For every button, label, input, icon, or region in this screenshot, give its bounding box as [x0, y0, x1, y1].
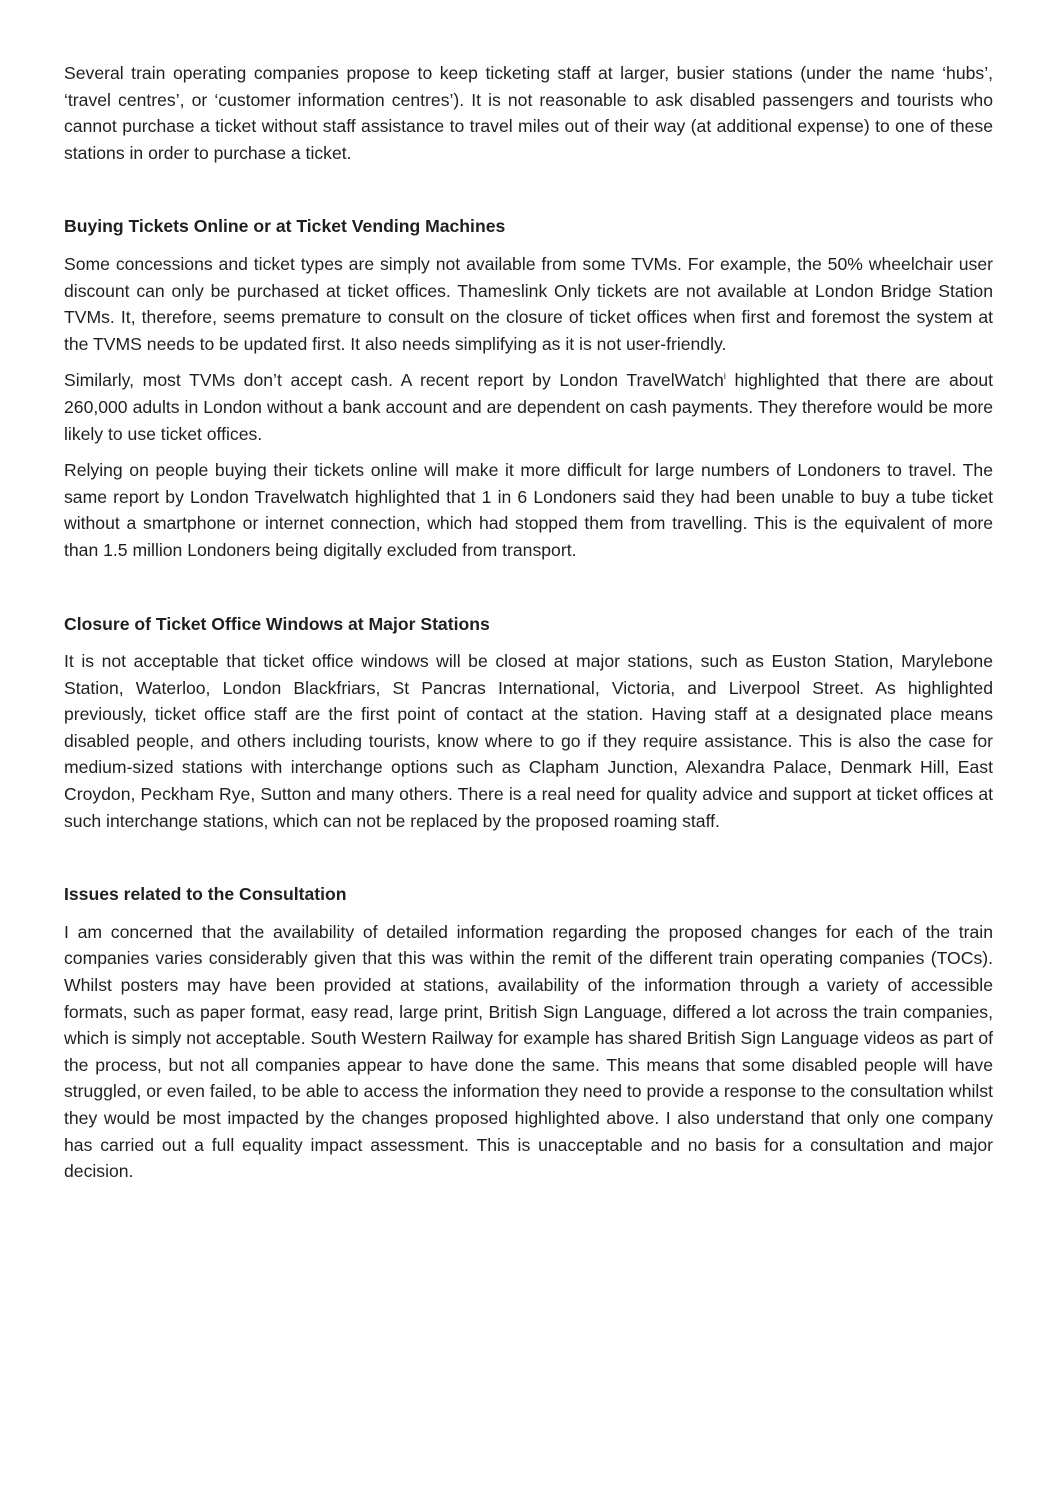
tvm-paragraph-2 — [64, 367, 993, 447]
tvm-paragraph-3: Relying on people buying their tickets online will make it more difficult for large numbers of Londoners to travel. The same report by London Travelwatch highlighted that 1 in 6 Londoners said they had been unable to buy a tube ticket without a smartphone or internet connection, which had stopped them from travelling. This is the equivalent of more than 1.5 million Londoners being digitally excluded from transport. — [64, 460, 993, 560]
footnote-marker[interactable]: i — [723, 371, 726, 382]
section-heading-closure: Closure of Ticket Office Windows at Major Stations — [64, 613, 490, 634]
section-consultation — [64, 881, 993, 1185]
document-body — [64, 60, 993, 1185]
consultation-paragraph-1: I am concerned that the availability of detailed information regarding the proposed changes for each of the train companies varies considerably given that this was within the remit of the different train operating companies (TOCs). Whilst posters may have been provided at stations, availability of the information through a variety of accessible formats, such as paper format, easy read, large print, British Sign Language, differed a lot across the train companies, which is simply not acceptable. South Western Railway for example has shared British Sign Language videos as part of the process, but not all companies appear to have done the same. This means that some disabled people will have struggled, or even failed, to be able to access the information they need to provide a response to the consultation whilst they would be most impacted by the changes proposed highlighted above. I also understand that only one company has carried out a full equality impact assessment. This is unacceptable and no basis for a consultation and major decision. — [64, 921, 993, 1182]
tvm-paragraph-1: Some concessions and ticket types are simply not available from some TVMs. For example, the 50% wheelchair user discount can only be purchased at ticket offices. Thameslink Only tickets are not available at London Bridge Station TVMs. It, therefore, seems premature to consult on the closure of ticket offices when first and foremost the system at the TVMS needs to be updated first. It also needs simplifying as it is not user-friendly. — [64, 253, 993, 354]
tvm-paragraph-2-end: highlighted that there are about 260,000 adults in London without a bank account and are dependent on cash payments. They therefore would be more likely to use ticket offices. — [64, 370, 993, 444]
tvm-paragraph-2-start: Similarly, most TVMs don’t accept cash. A recent report by London TravelWatch — [64, 370, 724, 391]
section-closure — [64, 611, 993, 835]
section-tvm — [64, 213, 993, 563]
section-heading-tvm: Buying Tickets Online or at Ticket Vending Machines — [64, 216, 506, 237]
intro-paragraph: Several train operating companies propose to keep ticketing staff at larger, busier stations (under the name ‘hubs’, ‘travel centres’, or ‘customer information centres’). It is not reasonable to ask disabled passengers and tourists who cannot purchase a ticket without staff assistance to travel miles out of their way (at additional expense) to one of these stations in order to purchase a ticket. — [64, 63, 993, 163]
section-heading-consultation: Issues related to the Consultation — [64, 884, 347, 905]
closure-paragraph-1: It is not acceptable that ticket office windows will be closed at major stations, such as Euston Station, Marylebone Station, Waterloo, London Blackfriars, St Pancras International, Victoria, and Liverpool Street. As highlighted previously, ticket office staff are the first point of contact at the station. Having staff at a designated place means disabled people, and others including tourists, know where to go if they require assistance. This is also the case for medium-sized stations with interchange options such as Clapham Junction, Alexandra Palace, Denmark Hill, East Croydon, Peckham Rye, Sutton and many others. There is a real need for quality advice and support at ticket offices at such interchange stations, which can not be replaced by the proposed roaming staff. — [64, 651, 993, 831]
